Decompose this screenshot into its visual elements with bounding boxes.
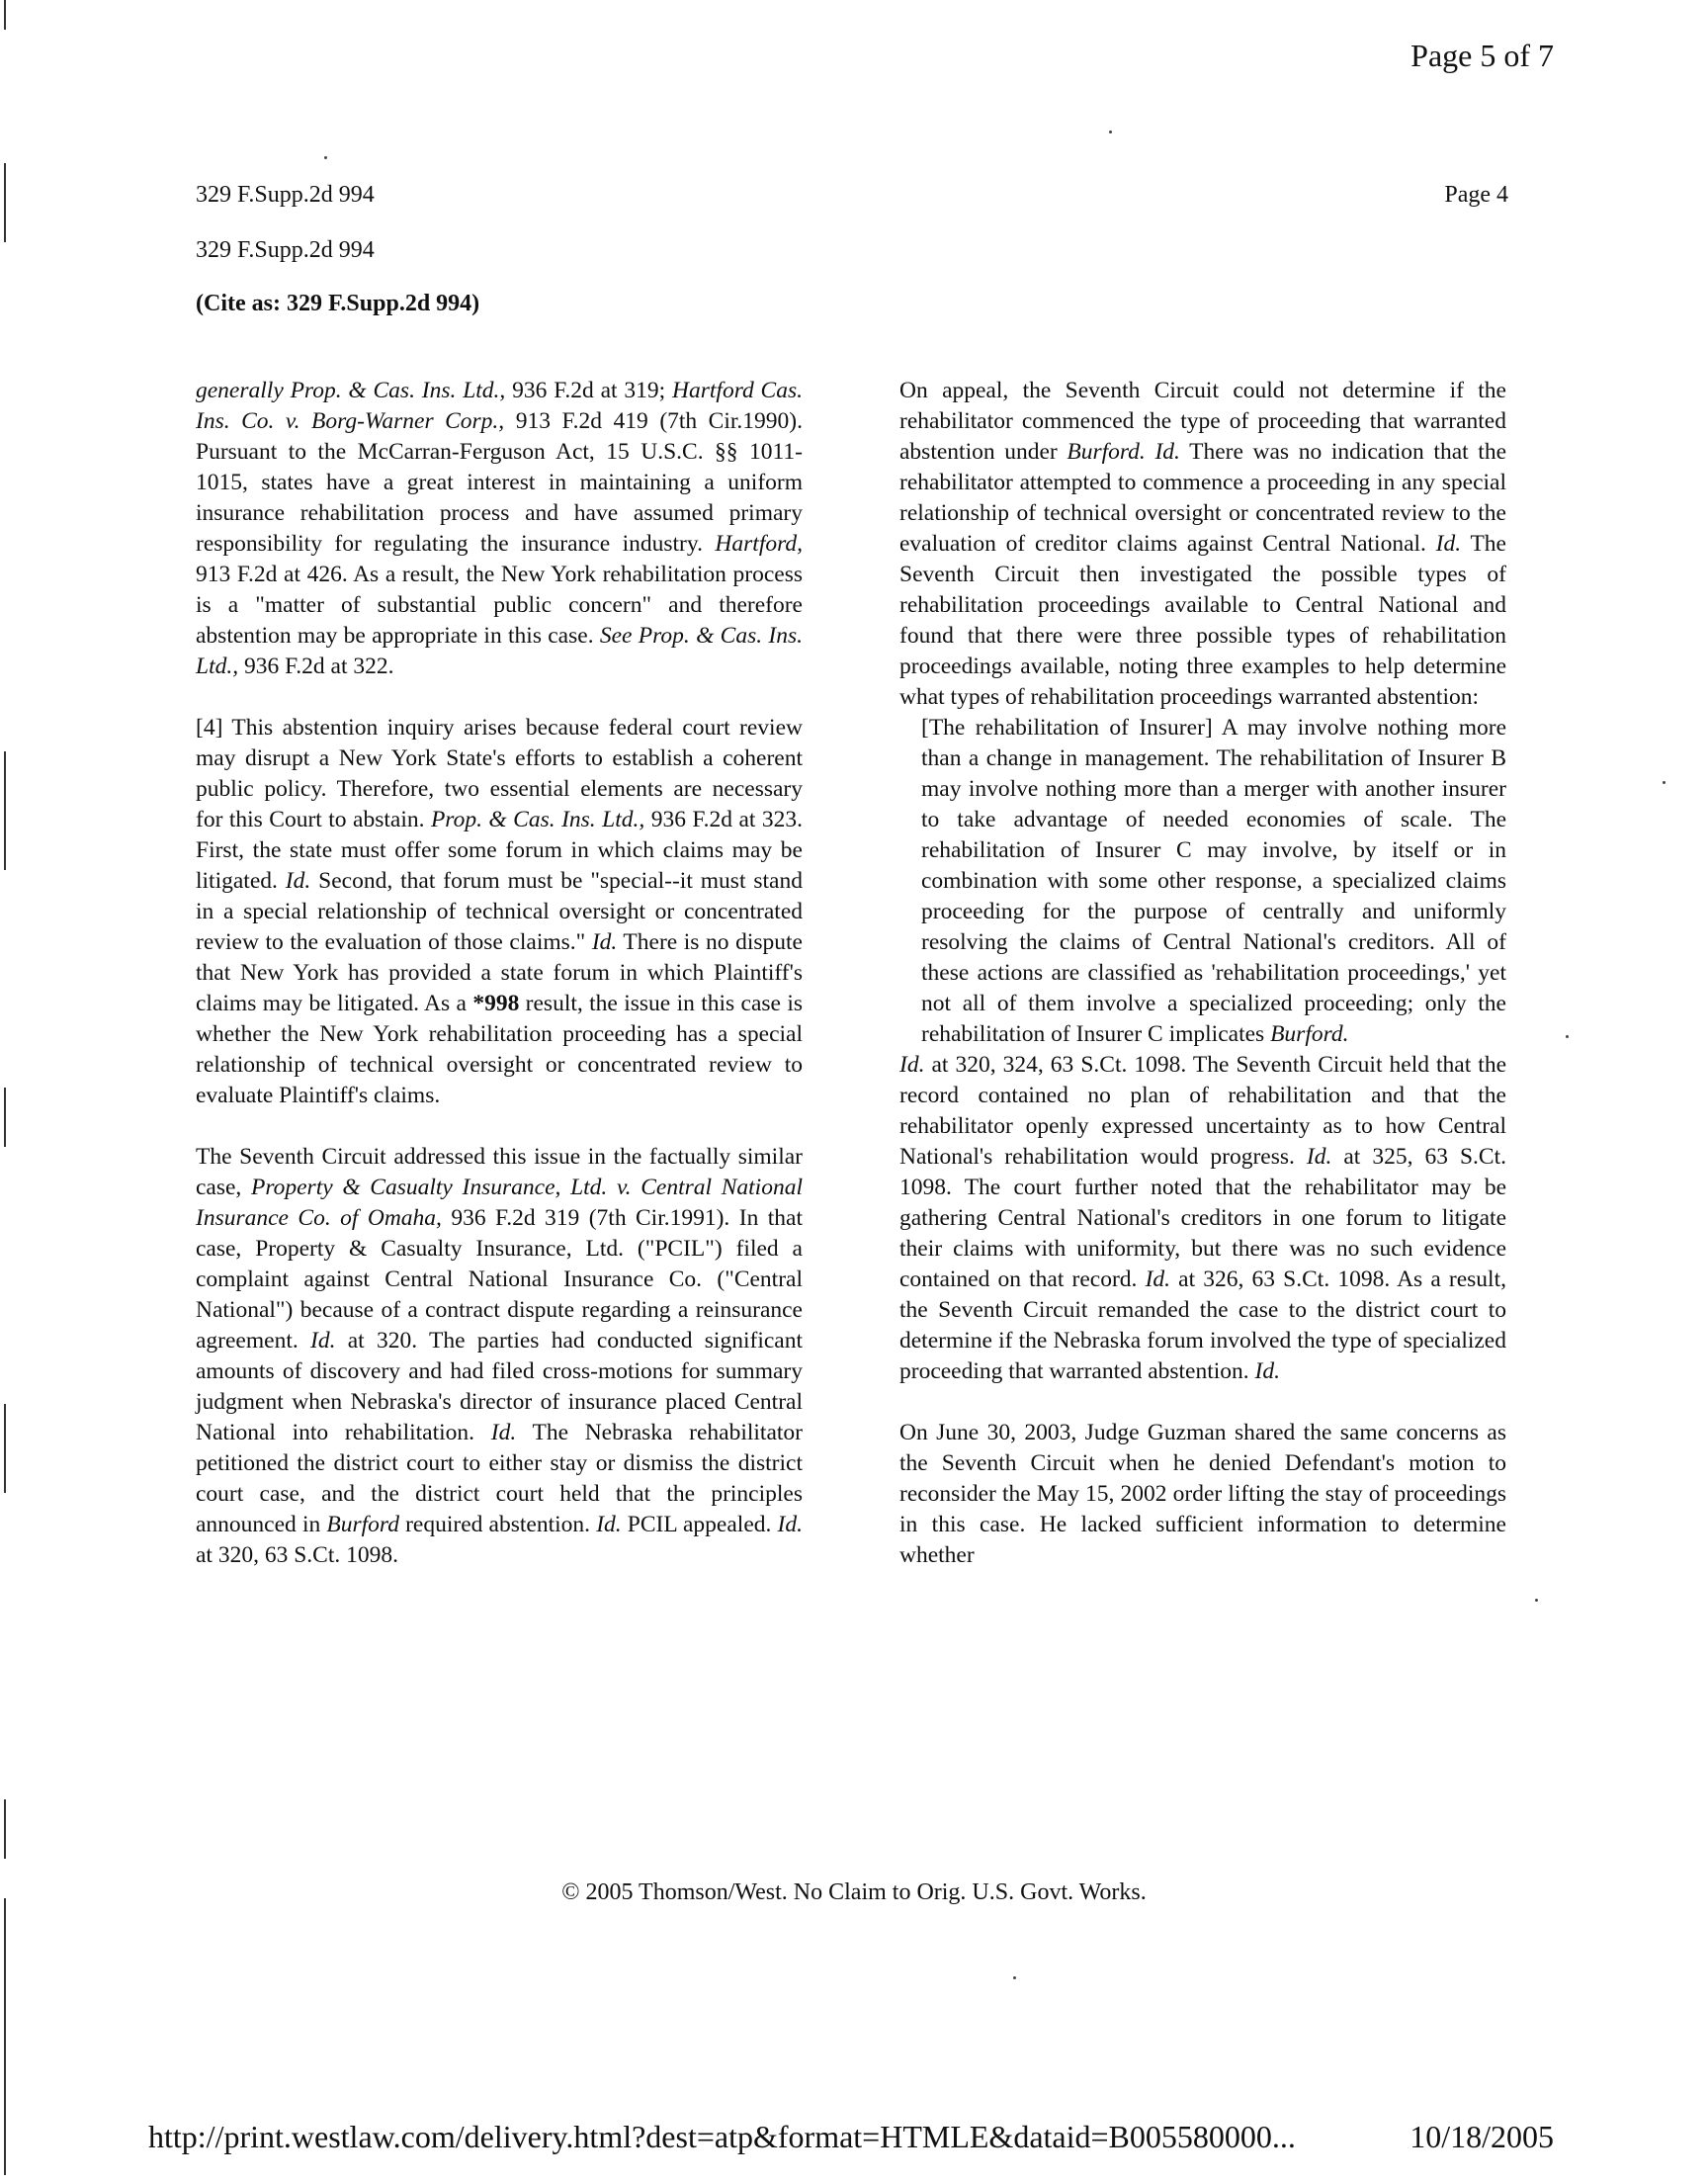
right-column	[899, 376, 1506, 1602]
left-paragraph-3	[196, 1142, 803, 1571]
citation-line-2: 329 F.Supp.2d 994	[196, 237, 375, 263]
scan-margin-mark	[4, 751, 6, 870]
case-citation: Burford.	[1067, 439, 1146, 465]
text-run: 913 F.2d 419 (7th Cir.1990). Pursuant to the McCarran-Ferguson Act, 15 U.S.C. §§ 1011-1015, states have a great interest in maintaining a uniform insurance rehabilitation process and have assumed primary responsibility for regulating the insurance industry.	[196, 408, 803, 557]
text-run: On June 30, 2003, Judge Guzman shared the same concerns as the Seventh Circuit when he denied Defendant's motion to reconsider the May 15, 2002 order lifting the stay of proceedings in this case. He lacked sufficient information to determine whether	[899, 1420, 1506, 1568]
text-run: There is no dispute that New York has provided a state forum in which Plaintiff's claims may be litigated. As a	[196, 929, 803, 1016]
text-run: The Seventh Circuit then investigated the possible types of rehabilitation proceedings available to Central National and found that there were three possible types of rehabilitation proceedings available, noting three examples to help determine what types of rehabilitation proceedings warranted abstention:	[899, 531, 1506, 710]
page-number: Page 4	[1444, 182, 1508, 208]
case-citation: Id.	[1145, 1266, 1171, 1292]
citation-line-1: 329 F.Supp.2d 994	[196, 182, 375, 208]
left-paragraph-1	[196, 376, 803, 682]
case-citation: Id.	[1435, 531, 1462, 557]
scan-speck	[324, 156, 327, 159]
case-citation: Id.	[777, 1512, 803, 1537]
text-run: at 320, 324, 63 S.Ct. 1098. The Seventh Circuit held that the record contained no plan of rehabilitation and that the rehabilitator openly expressed uncertainty as to how Central National's rehabilitation would progress.	[899, 1052, 1506, 1170]
cite-as-line: (Cite as: 329 F.Supp.2d 994)	[196, 291, 480, 316]
case-citation: Hartford,	[715, 531, 803, 557]
text-run: PCIL appealed.	[621, 1512, 778, 1537]
case-citation: See Prop. & Cas. Ins. Ltd.,	[196, 623, 804, 679]
left-column	[196, 376, 803, 1602]
scan-speck	[1566, 1035, 1569, 1038]
scan-speck	[1663, 781, 1665, 784]
text-run: result, the issue in this case is whether the New York rehabilitation proceeding has a special relationship of technical oversight or concentrated review to evaluate Plaintiff's claims.	[196, 991, 803, 1108]
text-run: 936 F.2d at 323. First, the state must offer some forum in which claims may be litigated.	[196, 807, 803, 894]
text-run: 936 F.2d at 322.	[238, 654, 394, 679]
case-citation: Id.	[285, 868, 311, 894]
scan-speck	[1109, 131, 1112, 133]
scan-margin-mark	[4, 1898, 6, 2175]
text-run: 936 F.2d at 319;	[505, 378, 673, 403]
block-quote	[921, 713, 1506, 1050]
case-citation: Id.	[1306, 1144, 1332, 1170]
case-citation: generally Prop. & Cas. Ins. Ltd.,	[196, 378, 506, 403]
text-run: The Seventh Circuit addressed this issue in the factually similar case,	[196, 1144, 803, 1200]
text-run: 913 F.2d at 426. As a result, the New York rehabilitation process is a "matter of substantial public concern" and therefore abstention may be appropriate in this case.	[196, 562, 803, 649]
case-citation: Id.	[490, 1420, 517, 1445]
text-run: On appeal, the Seventh Circuit could not determine if the rehabilitator commenced the type of proceeding that warranted abstention under	[899, 378, 1506, 465]
scan-margin-mark	[4, 0, 6, 30]
case-citation: Id.	[899, 1052, 925, 1078]
left-paragraph-2	[196, 713, 803, 1111]
text-run: There was no indication that the rehabilitator attempted to commence a proceeding in any special relationship of technical oversight or concentrated review to the evaluation of creditor claims against Central National.	[899, 439, 1506, 557]
text-run: required abstention.	[398, 1512, 597, 1537]
scan-margin-mark	[4, 1088, 6, 1147]
text-run: 936 F.2d 319 (7th Cir.1991). In that case, Property & Casualty Insurance, Ltd. ("PCIL") filed a complaint against Central National Insurance Co. ("Central National") because of a contract dispute regarding a reinsurance agreement.	[196, 1205, 803, 1353]
case-citation: Id.	[1154, 439, 1180, 465]
star-page-marker: *998	[472, 991, 520, 1016]
scan-margin-mark	[4, 1404, 6, 1493]
case-citation: Property & Casualty Insurance, Ltd. v. Central National Insurance Co. of Omaha,	[196, 1175, 803, 1231]
text-run: at 325, 63 S.Ct. 1098. The court further noted that the rehabilitator may be gathering Central National's creditors in one forum to litigate their claims with uniformity, but there was no such evidence contained on that record.	[899, 1144, 1506, 1292]
scan-margin-mark	[4, 163, 6, 242]
text-run: at 320. The parties had conducted significant amounts of discovery and had filed cross-motions for summary judgment when Nebraska's director of insurance placed Central National into rehabilitation.	[196, 1328, 803, 1445]
text-run: [4] This abstention inquiry arises because federal court review may disrupt a New York State's efforts to establish a coherent public policy. Therefore, two essential elements are necessary for this Court to abstain.	[196, 715, 803, 832]
case-citation: Id.	[1254, 1358, 1280, 1384]
print-date: 10/18/2005	[1409, 2119, 1554, 2154]
text-run: [The rehabilitation of Insurer] A may involve nothing more than a change in management. The rehabilitation of Insurer B may involve nothing more than a merger with another insurer to take advantage of needed economies of scale. The rehabilitation of Insurer C may involve, by itself or in combination with some other response, a specialized claims proceeding for the purpose of centrally and uniformly resolving the claims of Central National's creditors. All of these actions are classified as 'rehabilitation proceedings,' yet not all of them involve a specialized proceeding; only the rehabilitation of Insurer C implicates	[921, 715, 1506, 1047]
case-citation: Prop. & Cas. Ins. Ltd.,	[430, 807, 645, 832]
scan-margin-mark	[4, 1799, 6, 1859]
case-citation: Id.	[596, 1512, 622, 1537]
case-citation: Id.	[310, 1328, 336, 1353]
text-run	[1146, 439, 1155, 465]
scan-speck	[1535, 1599, 1538, 1602]
right-paragraph-2	[899, 1050, 1506, 1387]
case-citation: Hartford Cas. Ins. Co. v. Borg-Warner Corp.,	[196, 378, 803, 434]
text-run: Second, that forum must be "special--it must stand in a special relationship of technical oversight or concentrated review to the evaluation of those claims."	[196, 868, 803, 955]
print-url: http://print.westlaw.com/delivery.html?dest=atp&format=HTMLE&dataid=B005580000...	[148, 2119, 1296, 2154]
copyright-notice: © 2005 Thomson/West. No Claim to Orig. U.S. Govt. Works.	[561, 1879, 1147, 1905]
page-of-indicator: Page 5 of 7	[1410, 38, 1554, 73]
right-paragraph-1	[899, 376, 1506, 713]
text-run: at 326, 63 S.Ct. 1098. As a result, the Seventh Circuit remanded the case to the district court to determine if the Nebraska forum involved the type of specialized proceeding that warranted abstention.	[899, 1266, 1506, 1384]
text-run: at 320, 63 S.Ct. 1098.	[196, 1542, 398, 1568]
scan-speck	[1013, 1976, 1016, 1979]
right-paragraph-3	[899, 1418, 1506, 1571]
text-run: The Nebraska rehabilitator petitioned the district court to either stay or dismiss the district court case, and the district court held that the principles announced in	[196, 1420, 803, 1537]
case-citation: Burford.	[1270, 1021, 1349, 1047]
case-citation: Burford	[326, 1512, 399, 1537]
case-citation: Id.	[591, 929, 618, 955]
